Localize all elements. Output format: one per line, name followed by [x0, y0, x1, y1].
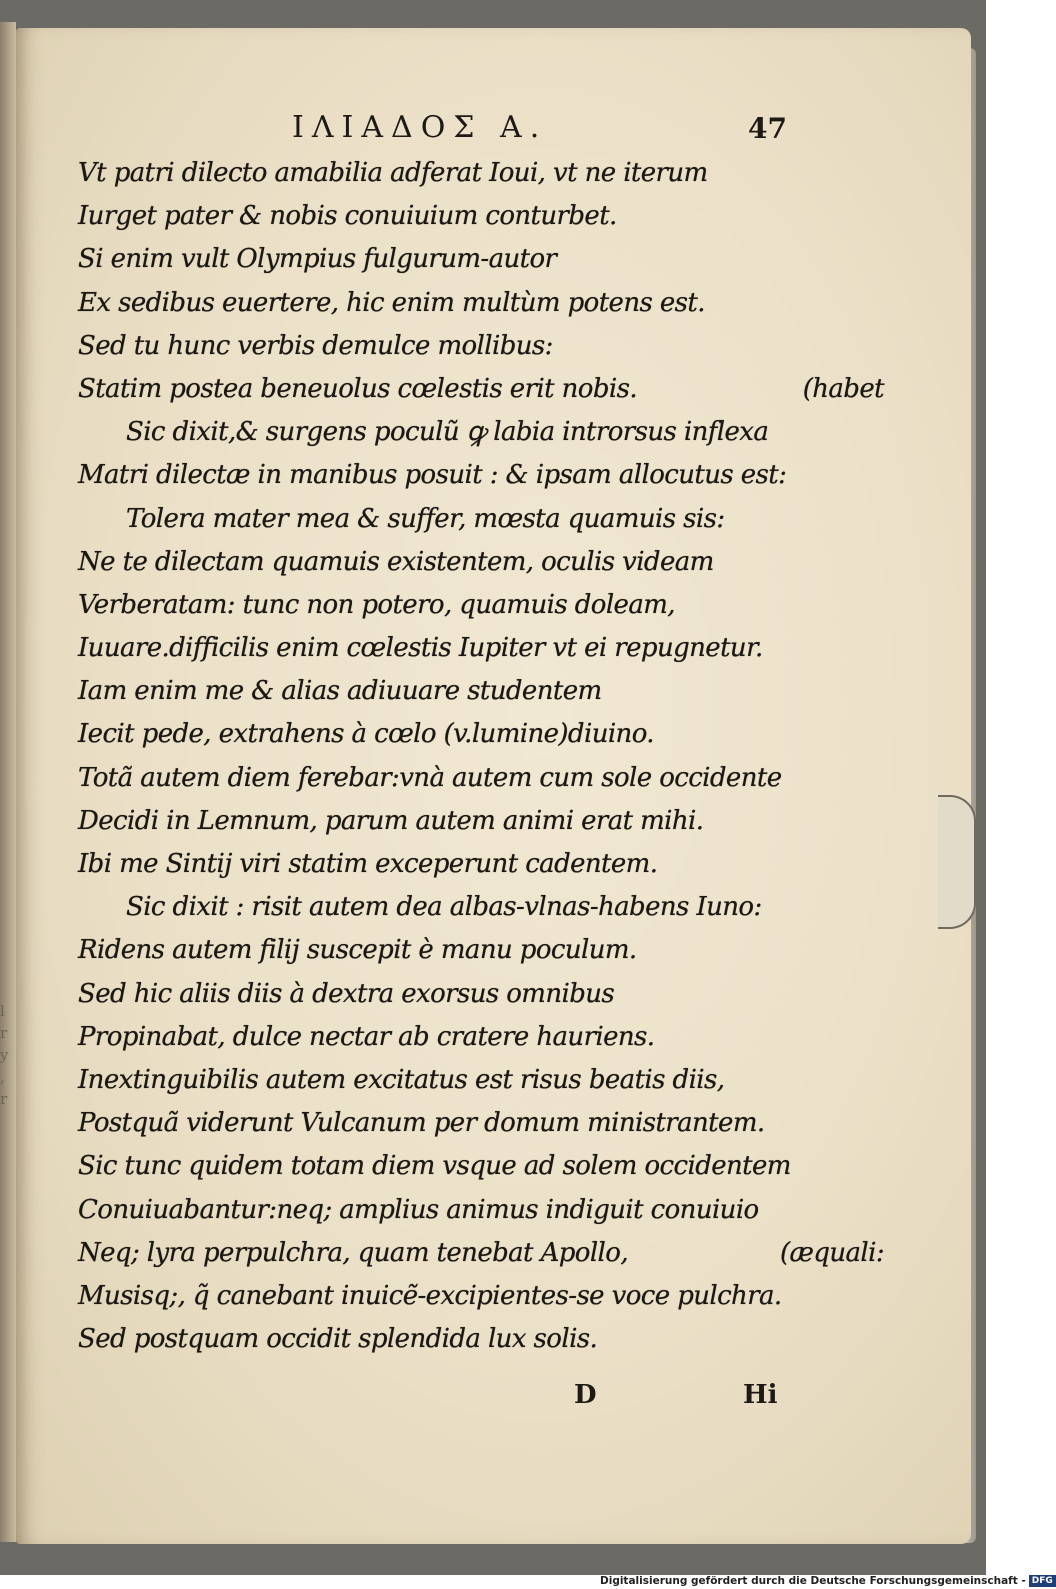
text-line-25 [78, 1189, 810, 1232]
line-text: Propinabat, dulce nectar ab cratere hauriens. [78, 1021, 655, 1052]
text-line-24 [78, 1145, 810, 1188]
line-tail-turnover: (æquali: [779, 1237, 884, 1268]
line-text: Iecit pede, extrahens à cœlo (v.lumine)diuino. [78, 719, 654, 750]
text-line-18 [78, 886, 810, 929]
text-line-27 [78, 1275, 810, 1318]
text-line-8 [78, 454, 810, 497]
line-text: Sed tu hunc verbis demulce mollibus: [78, 330, 553, 361]
line-text: Totã autem diem ferebar:vnà autem cum sole occidente [78, 762, 782, 793]
signature-mark: D [574, 1380, 597, 1410]
folio-number: 47 [748, 112, 787, 145]
text-line-7 [78, 411, 810, 454]
line-text: Ridens autem filij suscepit è manu poculum. [78, 935, 637, 966]
line-text: Verberatam: tunc non potero, quamuis doleam, [78, 589, 675, 620]
line-text: Matri dilectæ in manibus posuit : & ipsam allocutus est: [78, 460, 787, 491]
line-tail-turnover: (habet [802, 373, 884, 404]
line-text: Decidi in Lemnum, parum autem animi erat mihi. [78, 805, 704, 836]
text-line-21 [78, 1016, 810, 1059]
text-line-20 [78, 973, 810, 1016]
line-text: Conuiuabantur:neq; amplius animus indiguit conuiuio [78, 1194, 759, 1225]
text-line-22 [78, 1059, 810, 1102]
line-text: Sed hic aliis diis à dextra exorsus omnibus [78, 978, 615, 1009]
text-line-19 [78, 929, 810, 972]
line-text: Inextinguibilis autem excitatus est risus beatis diis, [78, 1064, 725, 1095]
line-text: Si enim vult Olympius fulgurum-autor [78, 244, 557, 275]
text-line-6 [78, 368, 884, 411]
text-line-16 [78, 800, 810, 843]
line-text: Statim postea beneuolus cœlestis erit nobis. [78, 373, 638, 404]
line-text: Iuuare.difficilis enim cœlestis Iupiter vt ei repugnetur. [78, 633, 763, 664]
text-line-15 [78, 757, 810, 800]
line-text: Postquã viderunt Vulcanum per domum ministrantem. [78, 1108, 765, 1139]
digitization-footer [600, 1573, 1053, 1589]
catchword: Hi [743, 1380, 778, 1410]
line-text: Sic dixit : risit autem dea albas-vlnas-habens Iuno: [126, 892, 762, 923]
line-text: Sic dixit,& surgens poculũ ꝙ labia introrsus inflexa [126, 417, 769, 448]
text-line-4 [78, 282, 810, 325]
text-line-11 [78, 584, 810, 627]
text-line-13 [78, 670, 810, 713]
text-line-1 [78, 152, 810, 195]
text-line-17 [78, 843, 810, 886]
text-line-23 [78, 1102, 810, 1145]
line-text: Tolera mater mea & suffer, mœsta quamuis sis: [126, 503, 725, 534]
line-text: Ne te dilectam quamuis existentem, oculis videam [78, 546, 714, 577]
line-text: Iurget pater & nobis conuiuium conturbet. [78, 201, 617, 232]
line-text: Iam enim me & alias adiuuare studentem [78, 676, 602, 707]
line-text: Musisq;, q̃ canebant inuicẽ-excipientes-se voce pulchra. [78, 1280, 782, 1311]
text-line-14 [78, 713, 810, 756]
text-line-5 [78, 325, 810, 368]
line-text: Vt patri dilecto amabilia adferat Ioui, vt ne iterum [78, 158, 708, 188]
line-text: Ex sedibus euertere, hic enim multùm potens est. [78, 287, 705, 318]
line-text: Ibi me Sintij viri statim exceperunt cadentem. [78, 849, 658, 879]
line-text: Sic tunc quidem totam diem vsque ad solem occidentem [78, 1151, 791, 1182]
text-line-2 [78, 195, 810, 238]
text-line-3 [78, 238, 810, 281]
text-line-26 [78, 1232, 884, 1275]
footer-text: Digitalisierung gefördert durch die Deutsche Forschungsgemeinschaft - [600, 1575, 1026, 1587]
text-line-12 [78, 627, 810, 670]
line-text: Sed postquam occidit splendida lux solis. [78, 1324, 598, 1355]
text-block [78, 152, 884, 1361]
text-line-28 [78, 1318, 810, 1361]
text-line-10 [78, 541, 810, 584]
marginal-annotation: l r y , r [0, 1002, 9, 1108]
page-clip-tab [938, 795, 976, 929]
running-head: ΙΛΙΑΔΟΣ Α. [292, 110, 548, 145]
dfg-logo-icon: DFG [1029, 1575, 1056, 1587]
line-text: Neq; lyra perpulchra, quam tenebat Apollo, [78, 1237, 628, 1268]
text-line-9 [78, 498, 810, 541]
